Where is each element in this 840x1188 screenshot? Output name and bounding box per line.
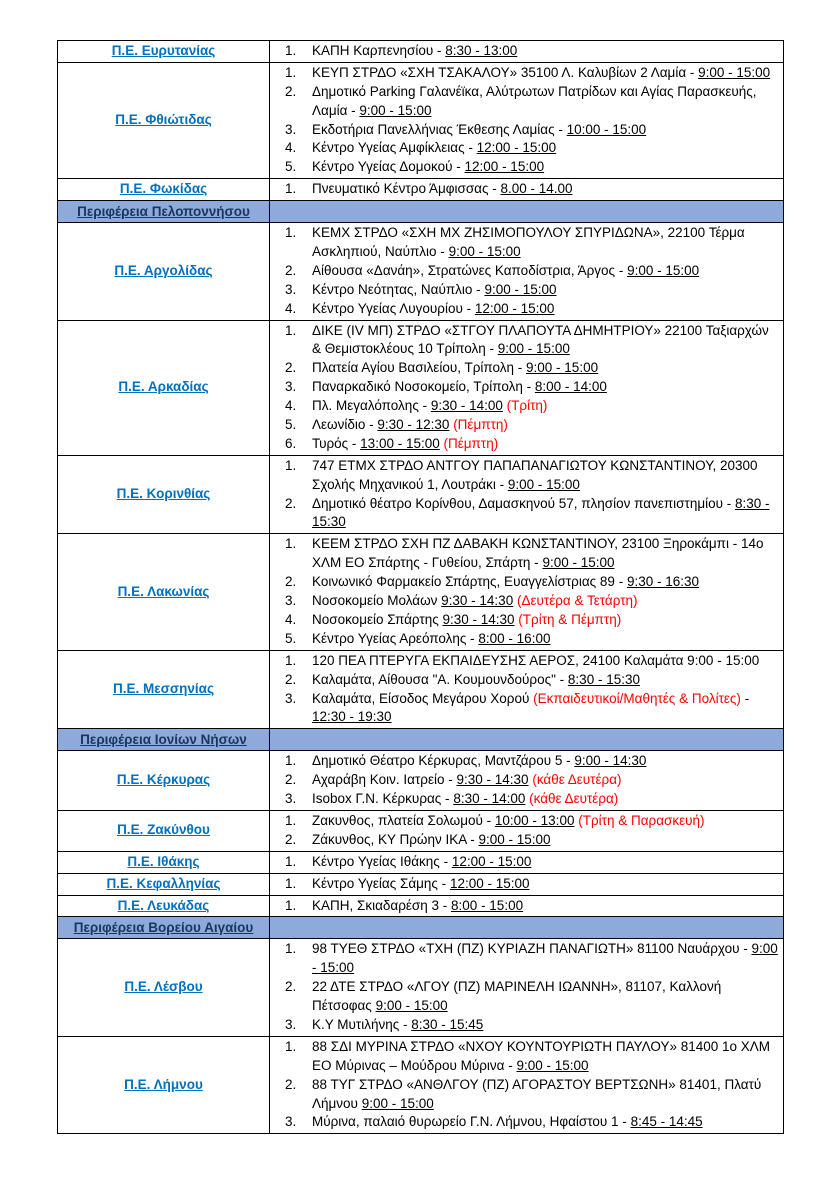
time-range: 9:00 - 15:00 [507, 476, 580, 492]
location-item [270, 1113, 781, 1132]
region-link[interactable]: Π.Ε. Φθιώτιδας [115, 112, 212, 128]
location-list [270, 321, 783, 455]
location-list [270, 179, 783, 200]
location-text: Ζάκυνθος, ΚΥ Πρώην ΙΚΑ - [312, 831, 479, 847]
region-link[interactable]: Π.Ε. Λέσβου [124, 979, 203, 995]
location-list [270, 456, 783, 534]
locations-cell [270, 939, 784, 1036]
location-text: ΚΑΠΗ, Σκιαδαρέση 3 - [312, 897, 452, 913]
locations-cell [270, 873, 784, 895]
region-row [58, 1036, 784, 1133]
location-item [270, 435, 781, 454]
region-link[interactable]: Π.Ε. Λήμνου [124, 1076, 203, 1092]
location-item [270, 224, 781, 262]
time-range: 8:30 - 15:30 [567, 671, 640, 687]
location-text: ΚΕΜΧ ΣΤΡΔΟ «ΣΧΗ ΜΧ ΖΗΣΙΜΟΠΟΥΛΟΥ ΣΠΥΡΙΔΩΝΑ», 22100 Τέρμα Ασκληπιού, Ναύπλιο - [312, 225, 745, 260]
location-text: Κέντρο Υγείας Αρεόπολης - [312, 630, 479, 646]
location-item [270, 611, 781, 630]
day-note: (Τρίτη & Πέμπτη) [518, 611, 622, 627]
location-list [270, 1037, 783, 1133]
time-range: 9:00 - 15:00 [516, 1057, 589, 1073]
time-range: 9:30 - 14:30 [456, 772, 529, 788]
location-item [270, 978, 781, 1016]
location-list [270, 651, 783, 729]
region-name-cell [58, 179, 270, 201]
location-text: - [740, 690, 750, 706]
time-range: 9:00 - 15:00 [484, 281, 557, 297]
section-header-spacer [270, 729, 784, 751]
region-link[interactable]: Π.Ε. Λευκάδας [117, 897, 210, 913]
time-range: 12:00 - 15:00 [451, 853, 532, 869]
location-text: Πνευματικό Κέντρο Άμφισσας - [312, 181, 501, 197]
section-title-cell [58, 729, 270, 751]
location-item [270, 897, 781, 916]
locations-cell [270, 223, 784, 320]
location-text: ΚΕΥΠ ΣΤΡΔΟ «ΣΧΗ ΤΣΑΚΑΛΟΥ» 35100 Λ. Καλυβίων 2 Λαμία - [312, 64, 699, 80]
location-text: ΚΕΕΜ ΣΤΡΔΟ ΣΧΗ ΠΖ ΔΑΒΑΚΗ ΚΩΝΣΤΑΝΤΙΝΟΥ, 23100 Ξηροκάμπι - 14ο ΧΛΜ ΕΟ Σπάρτης - Γυθείου, Σπάρτη - [312, 536, 764, 571]
region-row [58, 873, 784, 895]
location-text: Κέντρο Υγείας Λυγουρίου - [312, 300, 475, 316]
region-row [58, 534, 784, 650]
locations-cell [270, 1036, 784, 1133]
location-text: Πλατεία Αγίου Βασιλείου, Τρίπολη - [312, 360, 527, 376]
location-text: Λεωνίδιο - [312, 417, 378, 433]
location-item [270, 1016, 781, 1035]
region-row [58, 179, 784, 201]
location-text: 120 ΠΕΑ ΠΤΕΡΥΓΑ ΕΚΠΑΙΔΕΥΣΗΣ ΑΕΡΟΣ, 24100 Καλαμάτα 9:00 - 15:00 [312, 652, 760, 668]
location-list [270, 939, 783, 1035]
locations-cell [270, 534, 784, 650]
location-item [270, 322, 781, 360]
region-link[interactable]: Π.Ε. Λακωνίας [117, 583, 210, 599]
time-range: 8:30 - 15:45 [411, 1016, 484, 1032]
location-item [270, 397, 781, 416]
locations-cell [270, 62, 784, 178]
time-range: 9:00 - 15:00 [542, 555, 615, 571]
time-range: 8:30 - 13:00 [445, 43, 518, 58]
time-range: 12:30 - 19:30 [312, 709, 392, 725]
region-name-cell [58, 873, 270, 895]
time-range: 9:00 - 15:00 [359, 102, 432, 118]
location-text: Εκδοτήρια Πανελλήνιας Έκθεσης Λαμίας - [312, 121, 567, 137]
locations-cell [270, 851, 784, 873]
locations-cell [270, 751, 784, 811]
location-text: Τυρός - [312, 435, 361, 451]
location-item [270, 875, 781, 894]
region-link[interactable]: Π.Ε. Κεφαλληνίας [106, 875, 221, 891]
location-item [270, 121, 781, 140]
location-text: Καλαμάτα, Αίθουσα "Α. Κουμουνδούρος" - [312, 671, 568, 687]
day-note: (Πέμπτη) [443, 435, 499, 451]
time-range: 9:00 - 15:00 [448, 244, 521, 260]
region-row [58, 455, 784, 534]
region-link[interactable]: Π.Ε. Αργολίδας [114, 262, 213, 278]
location-list [270, 751, 783, 810]
region-name-cell [58, 650, 270, 729]
region-name-cell [58, 534, 270, 650]
time-range: 9:00 - 14:30 [574, 753, 647, 769]
region-link[interactable]: Π.Ε. Μεσσηνίας [113, 681, 214, 697]
time-range: 9:30 - 14:00 [430, 398, 503, 414]
location-item [270, 83, 781, 121]
section-title: Περιφέρεια Βορείου Αιγαίου [73, 919, 254, 935]
section-header-spacer [270, 201, 784, 223]
time-range: 9:00 - 15:00 [627, 262, 700, 278]
time-range: 8:45 - 14:45 [630, 1114, 703, 1130]
time-range: 12:00 - 15:00 [476, 140, 557, 156]
time-range: 9:00 - 15:00 [497, 341, 570, 357]
location-text: Κέντρο Υγείας Αμφίκλειας - [312, 140, 477, 156]
region-name-cell [58, 62, 270, 178]
region-link[interactable]: Π.Ε. Ευρυτανίας [111, 43, 216, 58]
location-item [270, 790, 781, 809]
location-text: 98 ΤΥΕΘ ΣΤΡΔΟ «ΤΧΗ (ΠΖ) ΚΥΡΙΑΖΗ ΠΑΝΑΓΙΩΤΗ» 81100 Ναυάρχου - [312, 941, 752, 957]
location-item [270, 457, 781, 495]
time-range: 9:00 - 15:00 [526, 360, 599, 376]
location-list [270, 811, 783, 851]
region-name-cell [58, 223, 270, 320]
region-name-cell [58, 810, 270, 851]
schedule-table-body [58, 41, 784, 1134]
location-item [270, 771, 781, 790]
region-row [58, 751, 784, 811]
location-text: Καλαμάτα, Είσοδος Μεγάρου Χορού [312, 690, 534, 706]
location-text: Αίθουσα «Δανάη», Στρατώνες Καποδίστρια, Άργος - [312, 262, 628, 278]
time-range: 8:30 - 15:30 [312, 495, 770, 530]
time-range: 9:00 - 15:00 [375, 998, 448, 1014]
location-item [270, 690, 781, 728]
location-text: 747 ΕΤΜΧ ΣΤΡΔΟ ΑΝΤΓΟΥ ΠΑΠΑΠΑΝΑΓΙΩΤΟΥ ΚΩΝΣΤΑΝΤΙΝΟΥ, 20300 Σχολής Μηχανικού 1, Λουτράκι - [312, 457, 758, 492]
locations-cell [270, 895, 784, 917]
section-title-cell [58, 201, 270, 223]
location-text: Νοσοκομείο Σπάρτης [312, 611, 443, 627]
location-item [270, 180, 781, 199]
region-link[interactable]: Π.Ε. Κορινθίας [116, 486, 211, 502]
time-range: 10:00 - 13:00 [494, 812, 575, 828]
location-text: Κέντρο Νεότητας, Ναύπλιο - [312, 281, 485, 297]
day-note: (Εκπαιδευτικοί/Μαθητές & Πολίτες) [533, 690, 741, 706]
location-list [270, 896, 783, 917]
region-link[interactable]: Π.Ε. Φωκίδας [119, 181, 208, 197]
region-name-cell [58, 751, 270, 811]
time-range: 12:00 - 15:00 [464, 159, 545, 175]
location-text: 88 ΣΔΙ ΜΥΡΙΝΑ ΣΤΡΔΟ «ΝΧΟΥ ΚΟΥΝΤΟΥΡΙΩΤΗ ΠΑΥΛΟΥ» 81400 1ο ΧΛΜ ΕΟ Μύρινας – Μούδρου Μύρινα - [312, 1038, 771, 1073]
location-item [270, 262, 781, 281]
location-item [270, 812, 781, 831]
locations-cell [270, 41, 784, 63]
location-item [270, 281, 781, 300]
section-header-spacer [270, 917, 784, 939]
location-text: Πλ. Μεγαλόπολης - [312, 398, 431, 414]
region-name-cell [58, 41, 270, 63]
locations-cell [270, 320, 784, 455]
location-text: Κέντρο Υγείας Ιθάκης - [312, 853, 452, 869]
locations-cell [270, 179, 784, 201]
region-link[interactable]: Π.Ε. Ζακύνθου [117, 822, 210, 838]
region-row [58, 41, 784, 63]
location-item [270, 378, 781, 397]
time-range: 10:00 - 15:00 [566, 121, 647, 137]
location-item [270, 1076, 781, 1114]
time-range: 9:00 - 15:00 [361, 1095, 434, 1111]
location-item [270, 752, 781, 771]
location-item [270, 42, 781, 61]
region-name-cell [58, 1036, 270, 1133]
location-list [270, 874, 783, 895]
section-title-cell [58, 917, 270, 939]
region-link[interactable]: Π.Ε. Αρκαδίας [118, 379, 209, 395]
time-range: 8:30 - 14:00 [453, 791, 526, 807]
location-list [270, 41, 783, 62]
region-link[interactable]: Π.Ε. Κέρκυρας [116, 772, 211, 788]
region-link[interactable]: Π.Ε. Ιθάκης [127, 853, 200, 869]
locations-cell [270, 650, 784, 729]
location-text: Δημοτικό Parking Γαλανέϊκα, Αλύτρωτων Πατρίδων και Αγίας Παρασκευής, Λαμία - [312, 83, 757, 118]
region-name-cell [58, 320, 270, 455]
time-range: 9:00 - 15:00 [478, 831, 551, 847]
region-name-cell [58, 895, 270, 917]
location-text: 22 ΔΤΕ ΣΤΡΔΟ «ΛΓΟΥ (ΠΖ) ΜΑΡΙΝΕΛΗ ΙΩΑΝΝΗ», 81107, Καλλονή Πέτσοφας [312, 979, 722, 1014]
location-text: ΚΑΠΗ Καρπενησίου - [312, 43, 446, 58]
locations-cell [270, 455, 784, 534]
location-item [270, 495, 781, 533]
location-item [270, 300, 781, 319]
location-item [270, 139, 781, 158]
location-item [270, 671, 781, 690]
region-name-cell [58, 455, 270, 534]
time-range: 9:30 - 16:30 [626, 574, 699, 590]
location-item [270, 652, 781, 671]
location-item [270, 573, 781, 592]
location-text: Μύρινα, παλαιό θυρωρείο Γ.Ν. Λήμνου, Ηφαίστου 1 - [312, 1114, 631, 1130]
region-row [58, 62, 784, 178]
time-range: 12:00 - 15:00 [474, 300, 555, 316]
location-text: ΔΙΚΕ (IV ΜΠ) ΣΤΡΔΟ «ΣΤΓΟΥ ΠΛΑΠΟΥΤΑ ΔΗΜΗΤΡΙΟΥ» 22100 Ταξιαρχών & Θεμιστοκλέους 10 Τρίπολη - [312, 322, 769, 357]
location-text: Κ.Υ Μυτιλήνης - [312, 1016, 412, 1032]
location-item [270, 359, 781, 378]
day-note: (Τρίτη & Παρασκευή) [578, 812, 705, 828]
region-name-cell [58, 939, 270, 1036]
location-list [270, 63, 783, 178]
section-header-row [58, 917, 784, 939]
location-text: Κέντρο Υγείας Δομοκού - [312, 159, 465, 175]
region-row [58, 851, 784, 873]
region-row [58, 939, 784, 1036]
time-range: 9:00 - 15:00 [698, 64, 771, 80]
location-item [270, 1038, 781, 1076]
section-title: Περιφέρεια Πελοποννήσου [77, 203, 250, 219]
time-range: 8.00 - 14.00 [500, 181, 573, 197]
region-row [58, 895, 784, 917]
location-text: Νοσοκομείο Μολάων [312, 593, 442, 609]
day-note: (Πέμπτη) [453, 417, 508, 433]
location-item [270, 416, 781, 435]
time-range: 9:00 - 15:00 [312, 941, 778, 976]
location-list [270, 534, 783, 649]
time-range: 8:00 - 16:00 [478, 630, 551, 646]
region-row [58, 223, 784, 320]
location-text: Ζακυνθος, πλατεία Σολωμού - [312, 812, 495, 828]
location-item [270, 592, 781, 611]
location-list [270, 223, 783, 319]
time-range: 12:00 - 15:00 [449, 875, 530, 891]
locations-cell [270, 810, 784, 851]
day-note: (κάθε Δευτέρα) [532, 772, 622, 788]
day-note: (Τρίτη) [506, 398, 548, 414]
location-text: Isobox Γ.Ν. Κέρκυρας - [312, 791, 454, 807]
location-item [270, 831, 781, 850]
location-list [270, 852, 783, 873]
day-note: (κάθε Δευτέρα) [529, 791, 619, 807]
time-range: 9:30 - 12:30 [377, 417, 450, 433]
location-text: Κοινωνικό Φαρμακείο Σπάρτης, Ευαγγελίστριας 89 - [312, 574, 627, 590]
location-item [270, 535, 781, 573]
location-item [270, 940, 781, 978]
location-text: Κέντρο Υγείας Σάμης - [312, 875, 450, 891]
time-range: 8:00 - 15:00 [451, 897, 524, 913]
time-range: 9:30 - 14:30 [442, 611, 515, 627]
region-name-cell [58, 851, 270, 873]
location-text: 88 ΤΥΓ ΣΤΡΔΟ «ΑΝΘΛΓΟΥ (ΠΖ) ΑΓΟΡΑΣΤΟΥ ΒΕΡΤΣΩΝΗ» 81401, Πλατύ Λήμνου [312, 1076, 762, 1111]
time-range: 13:00 - 15:00 [360, 435, 440, 451]
location-item [270, 158, 781, 177]
location-text: Δημοτικό Θέατρο Κέρκυρας, Μαντζάρου 5 - [312, 753, 575, 769]
location-item [270, 630, 781, 649]
location-item [270, 853, 781, 872]
section-header-row [58, 201, 784, 223]
location-text: Δημοτικό θέατρο Κορίνθου, Δαμασκηνού 57, πλησίον πανεπιστημίου - [312, 495, 735, 511]
time-range: 8:00 - 14:00 [534, 379, 607, 395]
day-note: (Δευτέρα & Τετάρτη) [516, 593, 638, 609]
region-row [58, 320, 784, 455]
time-range: 9:30 - 14:30 [441, 593, 514, 609]
vaccination-points-table [57, 40, 784, 1134]
location-text: Αχαράβη Κοιν. Ιατρείο - [312, 772, 457, 788]
region-row [58, 810, 784, 851]
section-header-row [58, 729, 784, 751]
location-text: Παναρκαδικό Νοσοκομείο, Τρίπολη - [312, 379, 535, 395]
region-row [58, 650, 784, 729]
location-item [270, 64, 781, 83]
section-title: Περιφέρεια Ιονίων Νήσων [80, 731, 247, 747]
